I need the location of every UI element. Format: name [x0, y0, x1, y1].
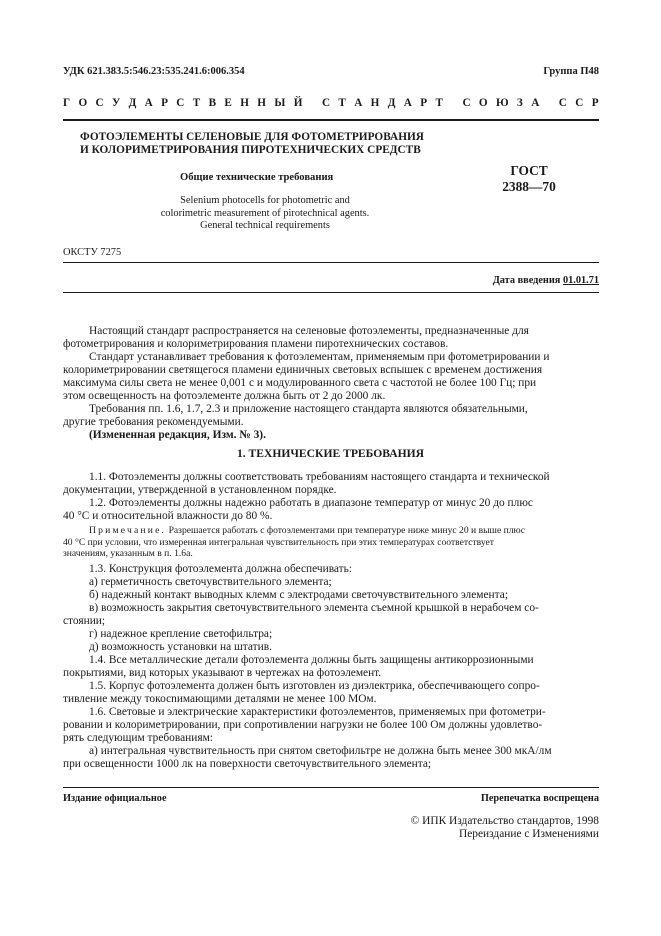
reprint-prohibited: Перепечатка воспрещена: [480, 793, 599, 804]
title-line-2: И КОЛОРИМЕТРИРОВАНИЯ ПИРОТЕХНИЧЕСКИХ СРЕДСТВ: [80, 144, 421, 156]
s13v-l1: в) возможность закрытия светочувствительного элемента съемной крышкой в нерабочем со-: [89, 602, 539, 614]
intro-p1-l2: фотометрирования и колориметрирования пламени пиротехнических составов.: [63, 338, 449, 350]
intro-p3-l1: Требования пп. 1.6, 1.7, 2.3 и приложение настоящего стандарта являются обязательными,: [89, 403, 528, 415]
intro-amendment: (Измененная редакция, Изм. № 3).: [89, 429, 266, 441]
s12-l1: 1.2. Фотоэлементы должны надежно работать в диапазоне температур от минус 20 до плюс: [89, 497, 533, 509]
s16a-l2: при освещенности 1000 лк на поверхности светочувствительного элемента;: [63, 758, 432, 770]
s15-l2: тивление между токосnимающими деталями не менее 100 МОм.: [63, 693, 377, 705]
intro-p2-l3: максимума силы света не менее 0,001 с и модулированного света с частотой не более 100 Гц; при: [63, 377, 537, 389]
publisher-block: [411, 815, 599, 841]
s14-l1: 1.4. Все металлические детали фотоэлемента должны быть защищены антикоррозионными: [89, 654, 534, 666]
s13a: а) герметичность светочувствительного элемента;: [89, 576, 332, 588]
intro-p2-l4: этом освещенность на фотоэлементе должна быть от 2 до 2000 лк.: [63, 390, 386, 402]
section-1-heading: 1. ТЕХНИЧЕСКИЕ ТРЕБОВАНИЯ: [236, 447, 425, 460]
note-block: [63, 525, 599, 560]
okstu-code: ОКСТУ 7275: [63, 247, 122, 258]
english-title: [140, 195, 390, 233]
s16-l3: рять следующим требованиям:: [63, 732, 213, 744]
footer-rule: [63, 787, 599, 788]
s11-l2: документации, утвержденной в установленном порядке.: [63, 484, 337, 496]
s13g: г) надежное крепление светофильтра;: [89, 628, 273, 640]
intro-date-value: 01.01.71: [562, 275, 599, 286]
intro-p3-l2: другие требования рекомендуемыми.: [63, 416, 244, 428]
s13v-l2: стоянии;: [63, 615, 106, 627]
section-1-body: [63, 471, 599, 523]
intro-date: [493, 275, 599, 286]
note-l1: Примечание. Разрешается работать с фотоэлементами при температуре ниже минус 20 и выше плюс: [89, 525, 525, 536]
s15-l1: 1.5. Корпус фотоэлемента должен быть изготовлен из диэлектрика, обеспечивающего сопро-: [89, 680, 540, 692]
intro-text: [63, 325, 599, 442]
udc-code: УДК 621.383.5:546.23:535.241.6:006.354: [63, 66, 245, 77]
title-subtitle: Общие технические требования: [180, 172, 334, 183]
english-title-line-3: General technical requirements: [200, 220, 330, 231]
s16a-l1: а) интегральная чувствительность при снятом светофильтре не должна быть менее 300 мкА/лм: [89, 745, 552, 757]
s16-l2: ровании и колориметрировании, при сопротивлении нагрузки не более 100 Ом должны удовлетво-: [63, 719, 543, 731]
official-edition: Издание официальное: [63, 793, 167, 804]
s14-l2: покрытиями, вид которых указывают в чертежах на фотоэлемент.: [63, 667, 382, 679]
s12-l2: 40 °С и относительной влажности до 80 %.: [63, 510, 273, 522]
group-code: Группа П48: [543, 66, 599, 77]
section-1-body-continued: [63, 563, 599, 771]
s11-l1: 1.1. Фотоэлементы должны соответствовать требованиям настоящего стандарта и технической: [89, 471, 550, 483]
intro-p2-l2: колориметрировании светящегося пламени единичных световых вспышек с временем достижения: [63, 364, 543, 376]
reissue-note: Переиздание с Изменениями: [459, 828, 599, 840]
gost-designation: [494, 163, 564, 195]
intro-date-label: Дата введения: [492, 275, 561, 286]
date-rule: [63, 292, 599, 293]
english-title-line-1: Selenium photocells for photometric and: [180, 195, 350, 206]
note-l3: значениям, указанным в п. 1.6а.: [63, 548, 193, 559]
copyright: © ИПК Издательство стандартов, 1998: [410, 815, 599, 827]
s13: 1.3. Конструкция фотоэлемента должна обеспечивать:: [89, 563, 353, 575]
intro-p1-l1: Настоящий стандарт распространяется на селеновые фотоэлементы, предназначенные для: [89, 325, 529, 337]
s16-l1: 1.6. Световые и электрические характеристики фотоэлементов, применяемых при фотометри-: [89, 706, 546, 718]
title-line-1: ФОТОЭЛЕМЕНТЫ СЕЛЕНОВЫЕ ДЛЯ ФОТОМЕТРИРОВАНИЯ: [80, 131, 424, 143]
state-standard-heading: Г О С У Д А Р С Т В Е Н Н Ы Й С Т А Н Д А Р Т С О Ю З А С С Р: [63, 97, 599, 109]
okstu-rule: [63, 262, 599, 263]
note-l2: 40 °С при условии, что измеренная интегральная чувствительность при этих температурах соответствует: [63, 536, 494, 548]
intro-p2-l1: Стандарт устанавливает требования к фотоэлементам, применяемым при фотометрировании и: [89, 351, 550, 363]
english-title-line-2: colorimetric measurement of pirotechnical agents.: [160, 207, 370, 219]
gost-label: ГОСТ: [510, 163, 548, 178]
header-rule: [63, 119, 599, 121]
gost-number: 2388—70: [502, 179, 556, 194]
note-label: Примечание.: [89, 525, 167, 536]
s13b: б) надежный контакт выводных клемм с электродами светочувствительного элемента;: [89, 589, 508, 601]
s13d: д) возможность установки на штатив.: [89, 641, 272, 653]
